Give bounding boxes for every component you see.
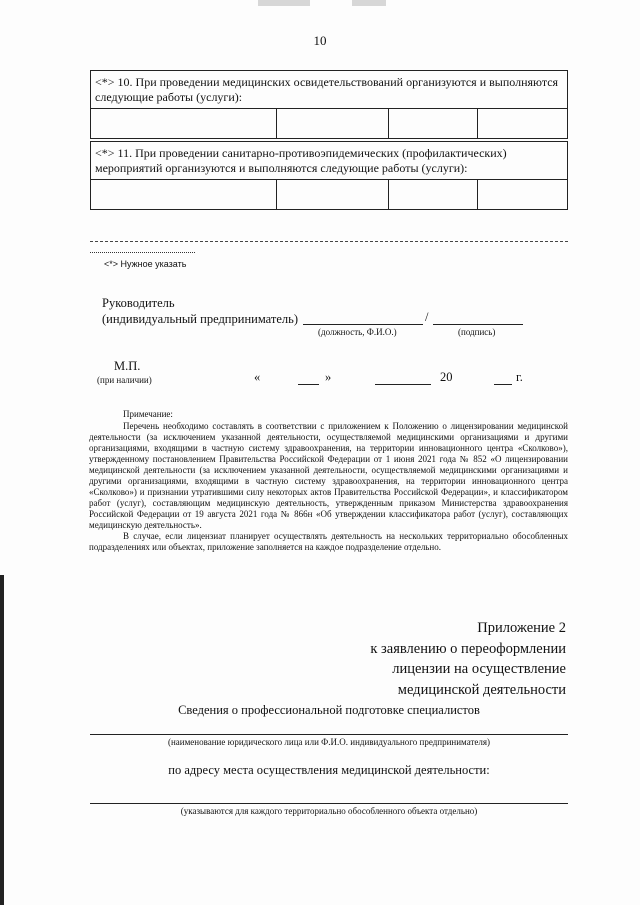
year-field[interactable] <box>494 372 512 385</box>
services-table-11 <box>90 141 568 210</box>
entity-name-field[interactable] <box>90 722 568 735</box>
signature-role-line1: Руководитель <box>102 296 175 310</box>
scan-edge <box>0 575 4 905</box>
note-block <box>89 409 568 553</box>
day-field[interactable] <box>298 372 319 385</box>
signature-slash: / <box>425 310 429 324</box>
quote-open: « <box>254 370 261 384</box>
appendix-line: лицензии на осуществление <box>392 661 566 677</box>
scan-artifact <box>258 0 310 6</box>
info-title: Сведения о профессиональной подготовке специалистов <box>178 703 480 717</box>
stamp-label: М.П. <box>114 359 141 373</box>
table-11-cell[interactable] <box>91 180 277 210</box>
table-11-question: <*> 11. При проведении санитарно-противоэпидемических (профилактических) мероприятий организуются и выполняются следующие работы (услуги): <box>91 142 568 180</box>
year-suffix: г. <box>516 370 523 384</box>
note-heading: Примечание: <box>123 409 173 419</box>
position-name-field[interactable] <box>303 312 423 325</box>
separator-dashed <box>90 241 568 242</box>
address-field[interactable] <box>90 791 568 804</box>
page-number: 10 <box>313 33 327 48</box>
table-11-cell[interactable] <box>276 180 389 210</box>
note-paragraph: Перечень необходимо составлять в соответствии с приложением к Положению о лицензировании медицинской деятельности (за исключением указанной деятельности, осуществляемой медицинскими организациями и другими организациями, входящими в частную систему здравоохранения, на территории инновационного центра «Сколково»), утвержденному постановлением Правительства Российской Федерации от 1 июня 2021 года № 852 «О лицензировании медицинской деятельности (за исключением указанной деятельности, осуществляемой медицинскими организациями и другими организациями, входящими в частную систему здравоохранения, на территории инновационного центра «Сколково») и признании утратившими силу некоторых актов Правительства Российской Федерации», и классификатором работ (услуг), составляющим медицинскую деятельность, утвержденным приказом Министерства здравоохранения Российской Федерации от 19 августа 2021 года № 866н «Об утверждении классификатора работ (услуг), составляющих медицинскую деятельность». <box>89 421 568 530</box>
table-10-cell[interactable] <box>389 109 478 139</box>
table-11-cell[interactable] <box>389 180 478 210</box>
appendix-line: Приложение 2 <box>477 620 566 636</box>
caption-signature: (подпись) <box>458 327 496 337</box>
table-11-cell[interactable] <box>478 180 568 210</box>
footnote-rule <box>90 252 195 253</box>
caption-entity: (наименование юридического лица или Ф.И.О. индивидуального предпринимателя) <box>167 737 491 747</box>
appendix-header <box>370 618 566 700</box>
signature-field[interactable] <box>433 312 523 325</box>
table-10-question: <*> 10. При проведении медицинских освидетельствований организуются и выполняются следующие работы (услуги): <box>91 71 568 109</box>
signature-role-line2: (индивидуальный предприниматель) <box>102 312 298 326</box>
table-10-cell[interactable] <box>91 109 277 139</box>
month-field[interactable] <box>375 372 431 385</box>
stamp-if-any: (при наличии) <box>97 375 152 385</box>
footnote: <*> Нужное указать <box>104 259 187 269</box>
caption-position: (должность, Ф.И.О.) <box>318 327 397 337</box>
note-paragraph: В случае, если лицензиат планирует осуществлять деятельность на нескольких территориально обособленных подразделениях или объектах, приложение заполняется на каждое подразделение отдельно. <box>89 531 568 552</box>
scan-artifact <box>352 0 386 6</box>
caption-address: (указываются для каждого территориально обособленного объекта отдельно) <box>180 806 478 816</box>
year-prefix: 20 <box>440 370 453 384</box>
appendix-line: к заявлению о переоформлении <box>370 640 566 657</box>
services-table-10 <box>90 70 568 139</box>
table-10-cell[interactable] <box>478 109 568 139</box>
appendix-line: медицинской деятельности <box>397 681 566 698</box>
address-line: по адресу места осуществления медицинской деятельности: <box>168 763 490 777</box>
quote-close: » <box>325 370 332 384</box>
table-10-cell[interactable] <box>276 109 389 139</box>
